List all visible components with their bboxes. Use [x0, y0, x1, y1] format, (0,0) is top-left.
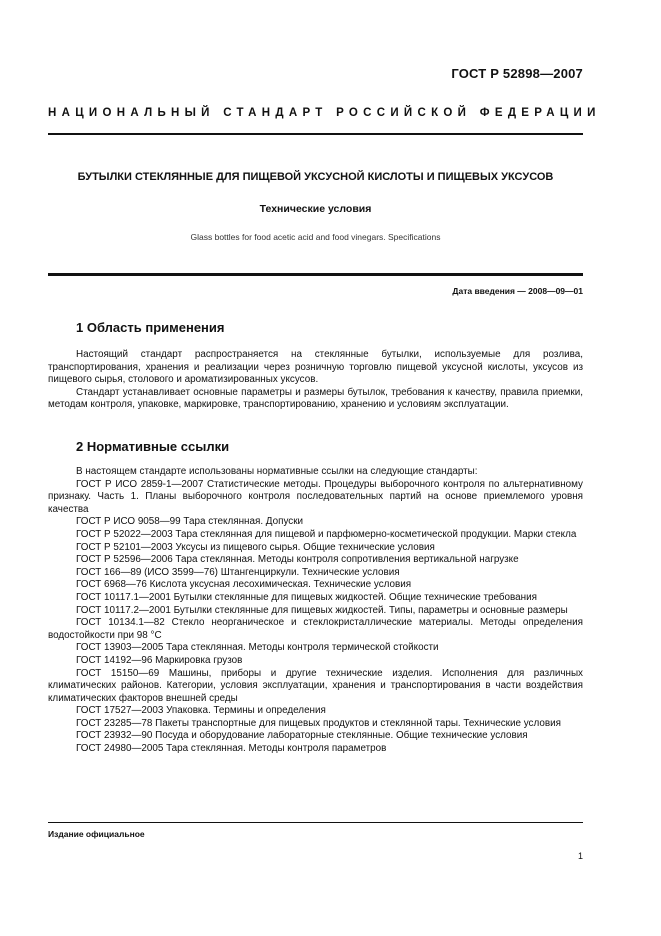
section-2-heading: 2 Нормативные ссылки	[76, 439, 230, 454]
reference-item: ГОСТ 6968—76 Кислота уксусная лесохимическая. Технические условия	[76, 579, 412, 591]
reference-item: ГОСТ 17527—2003 Упаковка. Термины и определения	[76, 705, 326, 717]
reference-item: ГОСТ 24980—2005 Тара стеклянная. Методы контроля параметров	[76, 743, 387, 755]
reference-item: ГОСТ Р 52101—2003 Уксусы из пищевого сырья. Общие технические условия	[76, 541, 435, 553]
title-divider	[48, 273, 583, 276]
reference-item: ГОСТ 14192—96 Маркировка грузов	[76, 654, 243, 666]
section-1-heading: 1 Область применения	[76, 320, 225, 335]
official-edition-label: Издание официальное	[48, 829, 145, 839]
reference-item: ГОСТ Р ИСО 9058—99 Тара стеклянная. Допуски	[76, 516, 304, 528]
top-divider	[48, 133, 583, 135]
introduction-date: Дата введения — 2008—09—01	[452, 286, 583, 296]
normative-references	[48, 466, 583, 756]
footer-divider	[48, 822, 583, 823]
reference-item: ГОСТ Р 52596—2006 Тара стеклянная. Методы контроля сопротивления вертикальной нагрузке	[76, 554, 519, 566]
document-code: ГОСТ Р 52898—2007	[451, 66, 583, 81]
reference-item: ГОСТ 23285—78 Пакеты транспортные для пищевых продуктов и стеклянной тары. Технические условия	[76, 717, 561, 729]
document-subtitle: Технические условия	[259, 203, 372, 215]
section-1-paragraph: Настоящий стандарт распространяется на стеклянные бутылки, используемые для розлива, транспортирования, хранения и реализации через розничную торговлю пищевой уксусной кислоты, уксусов из пищевого сырья, столового и ароматизированных уксусов.	[48, 349, 583, 386]
reference-item: ГОСТ 10117.1—2001 Бутылки стеклянные для пищевых жидкостей. Общие технические требования	[76, 591, 537, 603]
reference-item: ГОСТ Р 52022—2003 Тара стеклянная для пищевой и парфюмерно-косметической продукции. Марки стекла	[76, 528, 577, 540]
reference-item: ГОСТ 10134.1—82 Стекло неорганическое и стеклокристаллические материалы. Методы определения водостойкости при 98 °С	[48, 617, 583, 641]
references-intro: В настоящем стандарте использованы нормативные ссылки на следующие стандарты:	[76, 466, 478, 477]
section-1-paragraph: Стандарт устанавливает основные параметры и размеры бутылок, требования к качеству, правила приемки, методам контроля, упаковке, маркировке, транспортированию, хранению и условиям эксплуатации.	[48, 386, 583, 411]
reference-item: ГОСТ 15150—69 Машины, приборы и другие технические изделия. Исполнения для различных климатических районов. Категории, условия эксплуатации, хранения и транспортирования в части воздействия климатических факторов внешней среды	[48, 667, 583, 704]
page-number: 1	[577, 851, 583, 861]
reference-item: ГОСТ 10117.2—2001 Бутылки стеклянные для пищевых жидкостей. Типы, параметры и основные размеры	[76, 604, 568, 616]
reference-item: ГОСТ Р ИСО 2859-1—2007 Статистические методы. Процедуры выборочного контроля по альтернативному признаку. Часть 1. Планы выборочного контроля последовательных партий на основе приемлемого уровня качества	[48, 478, 583, 515]
section-1-body	[48, 349, 583, 412]
document-title: БУТЫЛКИ СТЕКЛЯННЫЕ ДЛЯ ПИЩЕВОЙ УКСУСНОЙ КИСЛОТЫ И ПИЩЕВЫХ УКСУСОВ	[77, 171, 554, 183]
reference-item: ГОСТ 166—89 (ИСО 3599—76) Штангенциркули. Технические условия	[76, 566, 400, 578]
national-standard-banner: НАЦИОНАЛЬНЫЙ СТАНДАРТ РОССИЙСКОЙ ФЕДЕРАЦИИ	[48, 107, 601, 119]
reference-item: ГОСТ 23932—90 Посуда и оборудование лабораторные стеклянные. Общие технические условия	[76, 730, 528, 742]
reference-item: ГОСТ 13903—2005 Тара стеклянная. Методы контроля термической стойкости	[76, 642, 439, 654]
english-title: Glass bottles for food acetic acid and food vinegars. Specifications	[190, 232, 441, 242]
